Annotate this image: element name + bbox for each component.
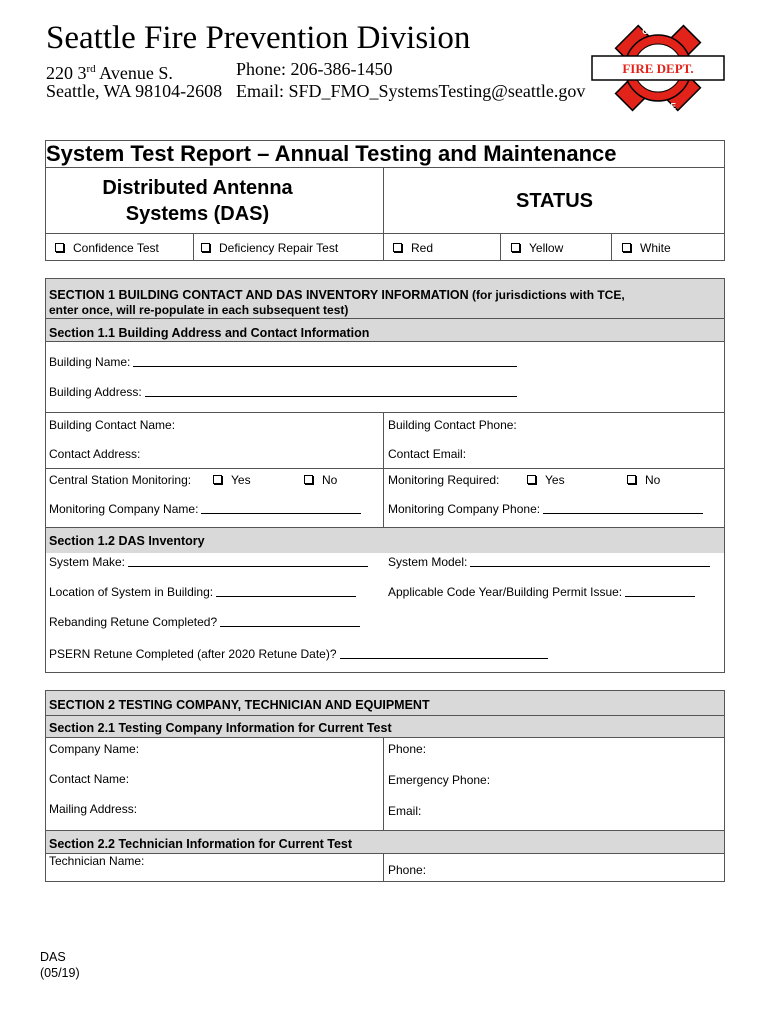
status-yellow[interactable]: Yellow — [511, 241, 563, 255]
company-contact-name-field[interactable]: Contact Name: — [49, 772, 130, 786]
section1-heading-line2: enter once, will re-populate in each subsequent test) — [49, 303, 349, 317]
company-phone-field[interactable]: Phone: — [388, 742, 427, 756]
system-location-field[interactable]: Location of System in Building: — [49, 585, 356, 599]
central-station-monitoring-label: Central Station Monitoring: — [49, 473, 192, 487]
monitoring-required-yes[interactable]: Yes — [527, 473, 565, 487]
system-name-line1: Distributed Antenna — [102, 177, 293, 199]
checkbox-icon[interactable] — [627, 475, 636, 484]
section1-2-title: Section 1.2 DAS Inventory — [49, 534, 205, 548]
logo-main-text: FIRE DEPT. — [622, 61, 694, 76]
office-phone: Phone: 206-386-1450 — [236, 59, 393, 79]
logo-top-text: CITY OF — [642, 27, 674, 36]
checkbox-icon[interactable] — [55, 243, 64, 252]
technician-phone-field[interactable]: Phone: — [388, 863, 427, 877]
company-name-field[interactable]: Company Name: — [49, 742, 140, 756]
checkbox-icon[interactable] — [213, 475, 222, 484]
org-title: Seattle Fire Prevention Division — [46, 20, 471, 56]
monitoring-company-phone-field[interactable]: Monitoring Company Phone: — [388, 502, 703, 516]
rebanding-retune-field[interactable]: Rebanding Retune Completed? — [49, 615, 360, 629]
monitoring-company-name-field[interactable]: Monitoring Company Name: — [49, 502, 361, 516]
code-year-field[interactable]: Applicable Code Year/Building Permit Issue: — [388, 585, 695, 599]
checkbox-icon[interactable] — [304, 475, 313, 484]
logo-bottom-text: SEATTLE — [640, 102, 676, 111]
system-make-field[interactable]: System Make: — [49, 555, 368, 569]
technician-name-field[interactable]: Technician Name: — [49, 854, 145, 868]
checkbox-icon[interactable] — [622, 243, 631, 252]
emergency-phone-field[interactable]: Emergency Phone: — [388, 773, 491, 787]
central-station-no[interactable]: No — [304, 473, 337, 487]
fire-dept-logo — [588, 18, 728, 118]
contact-address-field[interactable]: Contact Address: — [49, 447, 141, 461]
section2-heading: SECTION 2 TESTING COMPANY, TECHNICIAN AND EQUIPMENT — [49, 698, 430, 712]
office-email: Email: SFD_FMO_SystemsTesting@seattle.gov — [236, 81, 586, 101]
mailing-address-field[interactable]: Mailing Address: — [49, 802, 138, 816]
section1-heading: SECTION 1 BUILDING CONTACT AND DAS INVENTORY INFORMATION (for jurisdictions with TCE, — [49, 288, 625, 302]
monitoring-required-no[interactable]: No — [627, 473, 660, 487]
checkbox-icon[interactable] — [511, 243, 520, 252]
monitoring-required-label: Monitoring Required: — [388, 473, 500, 487]
central-station-yes[interactable]: Yes — [213, 473, 251, 487]
option-confidence-test[interactable]: Confidence Test — [55, 241, 159, 255]
report-title: System Test Report – Annual Testing and Maintenance — [46, 141, 617, 166]
building-address-field[interactable]: Building Address: — [49, 385, 517, 399]
section2-2-title: Section 2.2 Technician Information for Current Test — [49, 837, 353, 851]
checkbox-icon[interactable] — [527, 475, 536, 484]
section2-1-title: Section 2.1 Testing Company Information for Current Test — [49, 721, 392, 735]
option-deficiency-repair-test[interactable]: Deficiency Repair Test — [201, 241, 338, 255]
system-model-field[interactable]: System Model: — [388, 555, 710, 569]
company-email-field[interactable]: Email: — [388, 804, 422, 818]
street-address: 220 3rd Avenue S. — [46, 63, 173, 83]
status-white[interactable]: White — [622, 241, 671, 255]
form-code: DAS — [40, 950, 66, 964]
contact-email-field[interactable]: Contact Email: — [388, 447, 467, 461]
city-address: Seattle, WA 98104-2608 — [46, 81, 223, 101]
status-red[interactable]: Red — [393, 241, 433, 255]
checkbox-icon[interactable] — [201, 243, 210, 252]
system-name-line2: Systems (DAS) — [125, 203, 270, 225]
form-revision: (05/19) — [40, 966, 80, 980]
checkbox-icon[interactable] — [393, 243, 402, 252]
building-contact-phone-field[interactable]: Building Contact Phone: — [388, 418, 517, 432]
section1-1-title: Section 1.1 Building Address and Contact Information — [49, 326, 370, 340]
building-contact-name-field[interactable]: Building Contact Name: — [49, 418, 176, 432]
building-name-field[interactable]: Building Name: — [49, 355, 517, 369]
status-label: STATUS — [515, 190, 594, 212]
psern-retune-field[interactable]: PSERN Retune Completed (after 2020 Retune Date)? — [49, 647, 548, 661]
